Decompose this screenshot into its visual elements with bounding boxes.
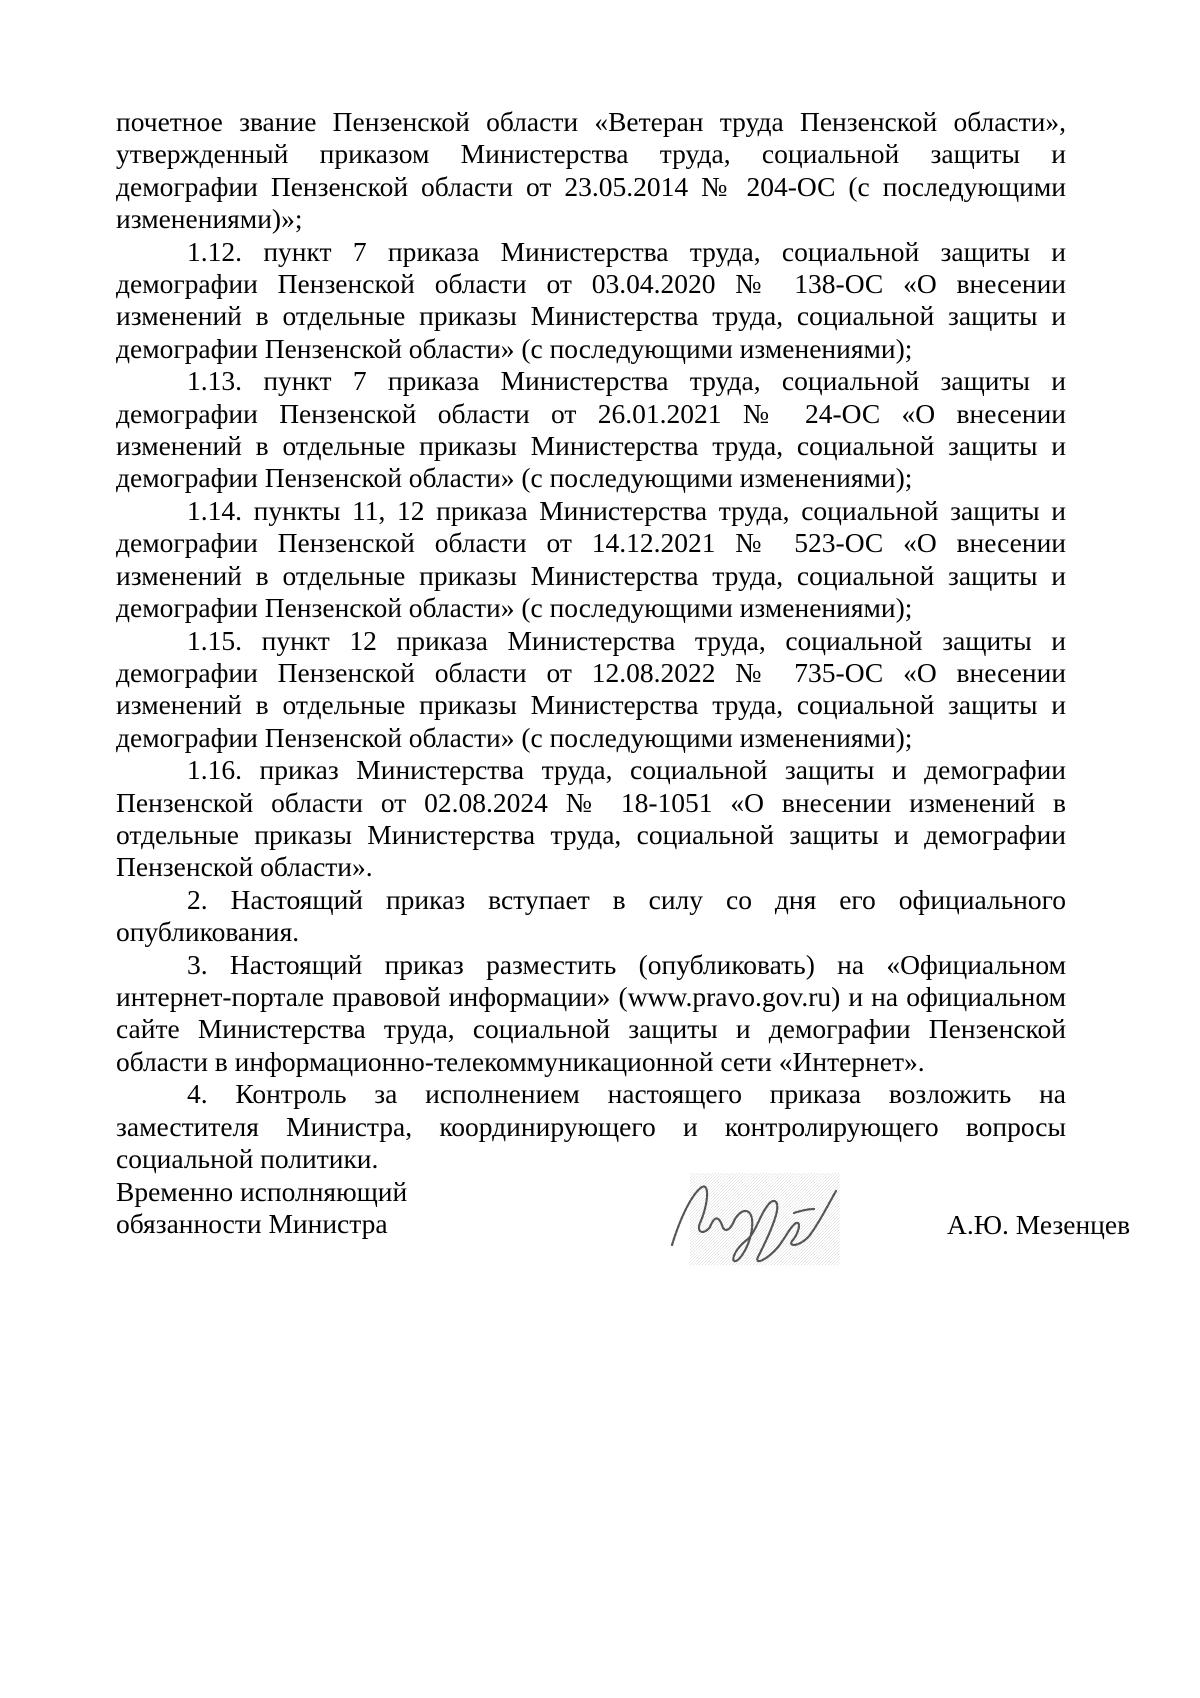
- signatory-name: А.Ю. Мезенцев: [947, 1209, 1131, 1240]
- paragraph-item-2: 2. Настоящий приказ вступает в силу со дня его официального опубликования.: [116, 883, 1066, 948]
- paragraph-item-4: 4. Контроль за исполнением настоящего приказа возложить на заместителя Министра, координирующего и контролирующего вопросы социальной политики.: [116, 1078, 1066, 1174]
- signatory-position-line-2: обязанности Министра: [116, 1208, 388, 1240]
- paragraph-item-1-16: 1.16. приказ Министерства труда, социальной защиты и демографии Пензенской области от 02.08.2024 № 18-1051 «О внесении изменений в отдельные приказы Министерства труда, социальной защиты и демографии Пензенской области».: [116, 754, 1066, 883]
- paragraph-item-1-14: 1.14. пункты 11, 12 приказа Министерства труда, социальной защиты и демографии Пензенской области от 14.12.2021 № 523-ОС «О внесении изменений в отдельные приказы Министерства труда, социальной защиты и демографии Пензенской области» (с последующими изменениями);: [116, 494, 1066, 624]
- paragraph-continuation: почетное звание Пензенской области «Ветеран труда Пензенской области», утвержденный приказом Министерства труда, социальной защиты и демографии Пензенской области от 23.05.2014 № 204-ОС (с последующими изменениями)»;: [116, 106, 1066, 235]
- paragraph-item-3: 3. Настоящий приказ разместить (опубликовать) на «Официальном интернет-портале правовой информации» (www.pravo.gov.ru) и на официальном сайте Министерства труда, социальной защиты и демографии Пензенской области в информационно-телекоммуникационной сети «Интернет».: [116, 948, 1066, 1077]
- paragraph-item-1-13: 1.13. пункт 7 приказа Министерства труда, социальной защиты и демографии Пензенской области от 26.01.2021 № 24-ОС «О внесении изменений в отдельные приказы Министерства труда, социальной защиты и демографии Пензенской области» (с последующими изменениями);: [116, 365, 1066, 494]
- document-body: [116, 106, 1066, 1175]
- paragraph-item-1-12: 1.12. пункт 7 приказа Министерства труда, социальной защиты и демографии Пензенской области от 03.04.2020 № 138-ОС «О внесении изменений в отдельные приказы Министерства труда, социальной защиты и демографии Пензенской области» (с последующими изменениями);: [116, 235, 1066, 364]
- handwritten-signature: [660, 1165, 850, 1270]
- signatory-position: [116, 1176, 407, 1241]
- signatory-position-line-1: Временно исполняющий: [116, 1176, 408, 1207]
- paragraph-item-1-15: 1.15. пункт 12 приказа Министерства труда, социальной защиты и демографии Пензенской области от 12.08.2022 № 735-ОС «О внесении изменений в отдельные приказы Министерства труда, социальной защиты и демографии Пензенской области» (с последующими изменениями);: [116, 624, 1066, 753]
